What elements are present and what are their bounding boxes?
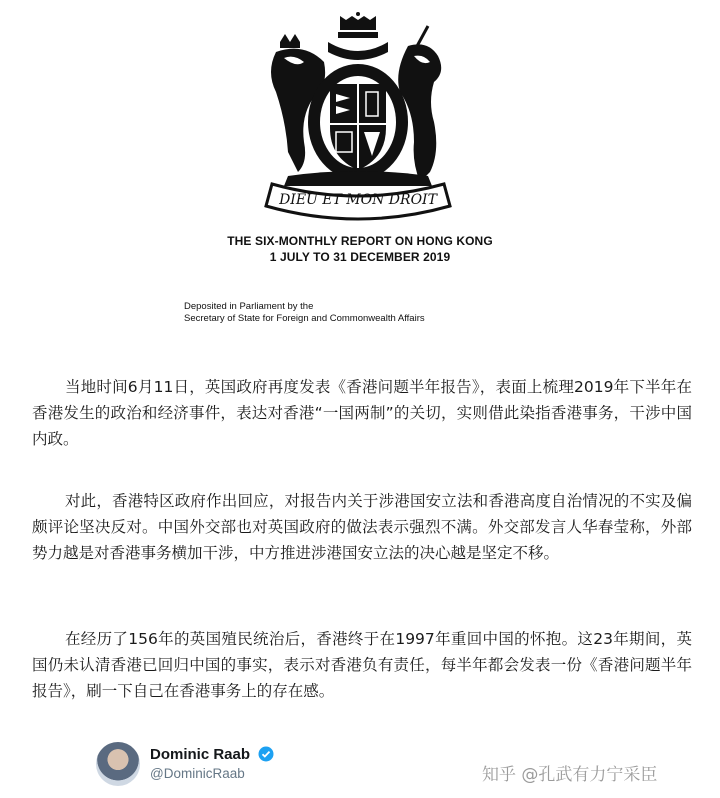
article-paragraph-1: 当地时间6月11日，英国政府再度发表《香港问题半年报告》，表面上梳理2019年下半年在香港发生的政治和经济事件，表达对香港“一国两制”的关切，实则借此染指香港事务，干涉中国内政。 xyxy=(32,378,692,448)
article-paragraph-2: 对此，香港特区政府作出回应，对报告内关于涉港国安立法和香港高度自治情况的不实及偏颇评论坚决反对。中国外交部也对英国政府的做法表示强烈不满。外交部发言人华春莹称，外部势力越是对香港事务横加干涉，中方推进涉港国安立法的决心越是坚定不移。 xyxy=(32,492,692,562)
deposit-line-1: Deposited in Parliament by the xyxy=(184,301,314,312)
tweet-author[interactable] xyxy=(96,742,396,788)
report-date-range: 1 JULY TO 31 DECEMBER 2019 xyxy=(269,250,451,264)
arms-motto: DIEU ET MON DROIT xyxy=(279,192,437,208)
report-cover xyxy=(0,0,720,360)
report-title: THE SIX-MONTHLY REPORT ON HONG KONG xyxy=(227,234,493,248)
author-handle[interactable]: @DominicRaab xyxy=(150,766,245,781)
author-name[interactable]: Dominic Raab xyxy=(150,746,251,763)
royal-coat-of-arms xyxy=(258,12,458,224)
deposit-line-2: Secretary of State for Foreign and Commonwealth Affairs xyxy=(184,313,425,324)
verified-badge-icon xyxy=(258,746,274,762)
avatar[interactable] xyxy=(96,742,140,786)
article-paragraph-3: 在经历了156年的英国殖民统治后，香港终于在1997年重回中国的怀抱。这23年期间，英国仍未认清香港已回归中国的事实，表示对香港负有责任，每半年都会发表一份《香港问题半年报告》，刷一下自己在香港事务上的存在感。 xyxy=(32,630,692,700)
watermark: 知乎 @孔武有力宁采臣 xyxy=(482,765,658,785)
